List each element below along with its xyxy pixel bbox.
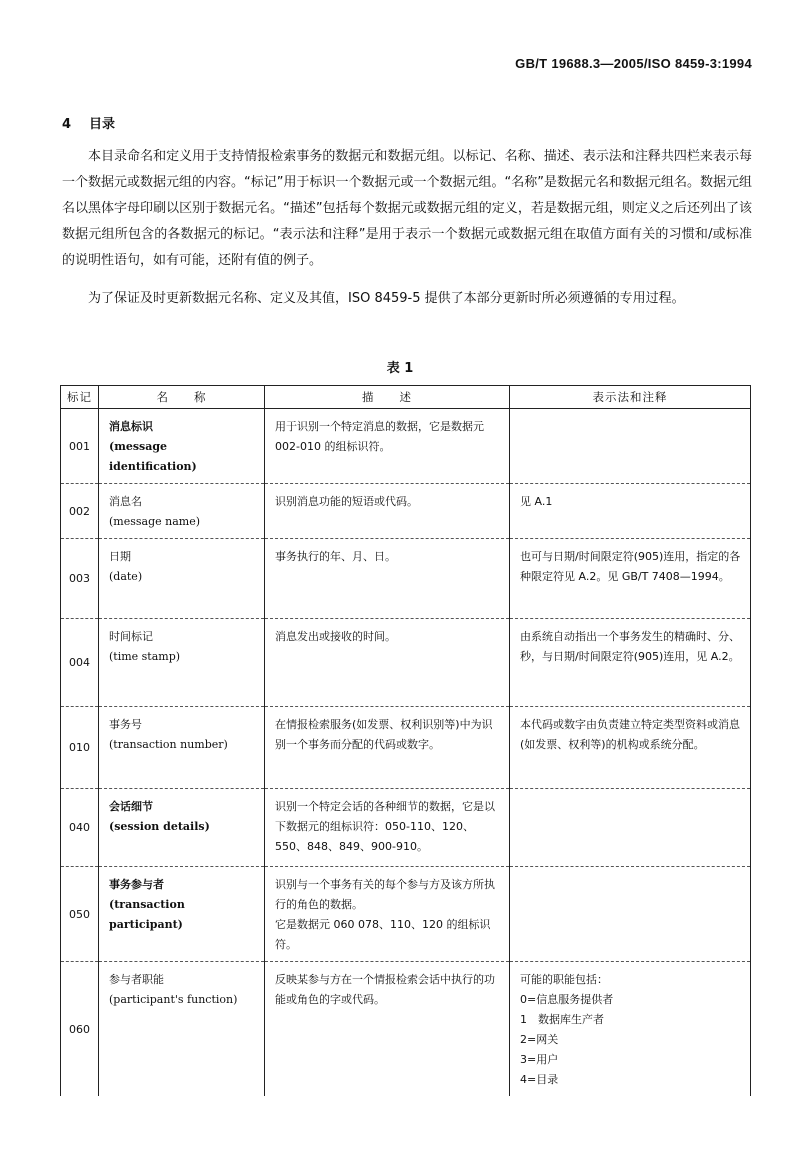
table-row (61, 707, 751, 789)
element-code: 060 (61, 962, 99, 1097)
notes-list-line: 0=信息服务提供者 (520, 993, 614, 1006)
table-row (61, 867, 751, 962)
table-row (61, 539, 751, 619)
notes-text: 本代码或数字由负责建立特定类型资料或消息(如发票、权利等)的机构或系统分配。 (520, 718, 740, 751)
header-name: 名 称 (99, 386, 265, 409)
element-code: 050 (61, 867, 99, 962)
element-description-cell (265, 619, 510, 707)
description-text: 消息发出或接收的时间。 (275, 630, 396, 643)
element-name-en: (time stamp) (109, 650, 181, 663)
element-name-en: (message identification) (109, 440, 197, 473)
section-heading (62, 113, 133, 132)
table-row (61, 789, 751, 867)
element-description-cell (265, 409, 510, 484)
element-name-en: (transaction number) (109, 738, 228, 751)
element-code: 004 (61, 619, 99, 707)
paragraph-catalog-description: 本目录命名和定义用于支持情报检索事务的数据元和数据元组。以标记、名称、描述、表示法和注释共四栏来表示每一个数据元或数据元组的内容。“标记”用于标识一个数据元或一个数据元组。“名称”是数据元名和数据元组名。数据元组名以黑体字母印刷以区别于数据元名。“描述”包括每个数据元或数据元组的定义，若是数据元组，则定义之后还列出了该数据元组所包含的各数据元的标记。“表示法和注释”是用于表示一个数据元或数据元组在取值方面有关的习惯和/或标准的说明性语句，如有可能，还附有值的例子。 (62, 149, 752, 268)
element-notes-cell (510, 789, 751, 867)
table-body (61, 409, 751, 1097)
element-name-cell (99, 789, 265, 867)
notes-text: 见 A.1 (520, 495, 553, 508)
element-name-cn: 事务号 (109, 718, 142, 731)
element-name-en: (transaction participant) (109, 898, 185, 931)
standard-number-header: GB/T 19688.3—2005/ISO 8459-3:1994 (515, 56, 752, 71)
element-name-cn: 消息标识 (109, 420, 153, 433)
element-name-en: (session details) (109, 820, 210, 833)
element-notes-cell (510, 484, 751, 539)
description-text: 识别消息功能的短语或代码。 (275, 495, 418, 508)
element-code: 003 (61, 539, 99, 619)
table-row (61, 484, 751, 539)
header-description: 描 述 (265, 386, 510, 409)
table-row (61, 619, 751, 707)
element-name-cn: 消息名 (109, 495, 142, 508)
table-row (61, 409, 751, 484)
data-element-table (60, 385, 751, 1096)
notes-list-line: 4=目录 (520, 1073, 559, 1086)
section-number: 4 (62, 117, 72, 132)
table-row (61, 962, 751, 1097)
notes-list-line: 3=用户 (520, 1053, 559, 1066)
notes-list-line: 可能的职能包括： (520, 973, 608, 986)
element-description-cell (265, 484, 510, 539)
description-text: 反映某参与方在一个情报检索会话中执行的功能或角色的字或代码。 (275, 973, 495, 1006)
element-code: 001 (61, 409, 99, 484)
description-text: 事务执行的年、月、日。 (275, 550, 396, 563)
description-text: 识别与一个事务有关的每个参与方及该方所执行的角色的数据。 它是数据元 060 078、110、120 的组标识符。 (275, 878, 495, 951)
element-name-cell (99, 962, 265, 1097)
header-notes: 表示法和注释 (510, 386, 751, 409)
header-code: 标记 (61, 386, 99, 409)
element-name-cn: 会话细节 (109, 800, 153, 813)
notes-text: 由系统自动指出一个事务发生的精确时、分、秒，与日期/时间限定符(905)连用，见 A.2。 (520, 630, 740, 663)
element-notes-cell (510, 409, 751, 484)
element-code: 002 (61, 484, 99, 539)
element-notes-cell (510, 619, 751, 707)
paragraph-update-process: 为了保证及时更新数据元名称、定义及其值，ISO 8459-5 提供了本部分更新时所必须遵循的专用过程。 (88, 291, 685, 306)
element-code: 040 (61, 789, 99, 867)
element-description-cell (265, 789, 510, 867)
element-name-cell (99, 409, 265, 484)
element-name-cn: 日期 (109, 550, 131, 563)
element-code: 010 (61, 707, 99, 789)
element-name-en: (date) (109, 570, 143, 583)
section-title: 目录 (89, 117, 116, 132)
element-notes-cell (510, 962, 751, 1097)
description-text: 用于识别一个特定消息的数据，它是数据元 002-010 的组标识符。 (275, 420, 484, 453)
element-name-cell (99, 707, 265, 789)
element-notes-cell (510, 707, 751, 789)
notes-list-line: 1 数据库生产者 (520, 1013, 604, 1026)
element-name-cn: 事务参与者 (109, 878, 164, 891)
description-text: 在情报检索服务(如发票、权利识别等)中为识别一个事务而分配的代码或数字。 (275, 718, 493, 751)
table-header-row (61, 386, 751, 409)
element-name-en: (participant's function) (109, 993, 238, 1006)
element-description-cell (265, 539, 510, 619)
element-notes-cell (510, 867, 751, 962)
notes-text: 也可与日期/时间限定符(905)连用，指定的各种限定符见 A.2。见 GB/T 7408—1994。 (520, 550, 741, 583)
element-name-cell (99, 484, 265, 539)
element-description-cell (265, 707, 510, 789)
element-description-cell (265, 962, 510, 1097)
description-text: 识别一个特定会话的各种细节的数据，它是以下数据元的组标识符：050-110、120、550、848、849、900-910。 (275, 800, 495, 853)
element-name-cn: 参与者职能 (109, 973, 164, 986)
element-notes-cell (510, 539, 751, 619)
element-name-en: (message name) (109, 515, 201, 528)
element-name-cell (99, 619, 265, 707)
element-name-cell (99, 539, 265, 619)
element-name-cell (99, 867, 265, 962)
table-title: 表 1 (386, 361, 414, 376)
notes-list-line: 2=网关 (520, 1033, 559, 1046)
element-name-cn: 时间标记 (109, 630, 153, 643)
element-description-cell (265, 867, 510, 962)
